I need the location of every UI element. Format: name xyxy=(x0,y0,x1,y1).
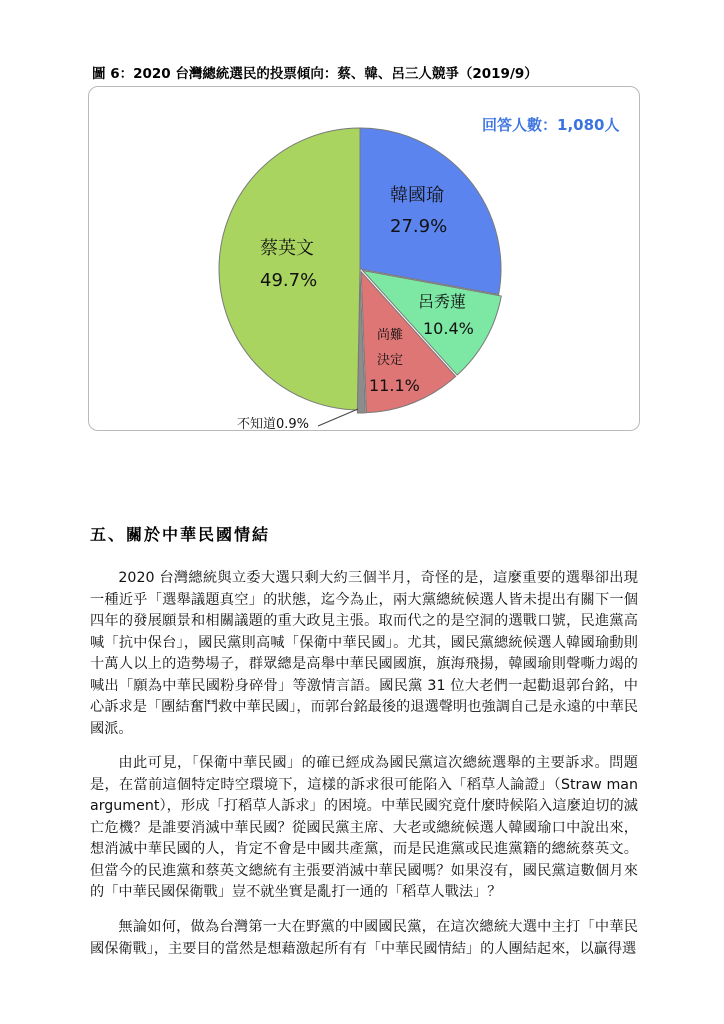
section-heading: 五、關於中華民國情結 xyxy=(90,525,271,544)
pie-chart xyxy=(88,86,640,431)
slice-han xyxy=(360,128,501,295)
body-paragraph-2: 由此可見，「保衛中華民國」的確已經成為國民黨這次總統選舉的主要訴求。問題是，在當前這個特定時空環境下，這樣的訴求很可能陷入「稻草人論證」（Straw man argument），形成「打稻草人訴求」的困境。中華民國究竟什麼時候陷入這麼迫切的滅亡危機？是誰要消滅中華民國？從國民黨主席、大老或總統候選人韓國瑜口中說出來，想消滅中華民國的人，肯定不會是中國共產黨，而是民進黨或民進黨籍的總統蔡英文。但當今的民進黨和蔡英文總統有主張要消滅中華民國嗎？如果沒有，國民黨這數個月來的「中華民國保衛戰」豈不就坐實是亂打一通的「稻草人戰法」？ xyxy=(90,755,638,900)
respondents-count: 回答人數：1,080人 xyxy=(482,116,620,134)
slice-label-han-name: 韓國瑜 xyxy=(390,185,444,206)
slice-tsai xyxy=(219,128,360,410)
slice-label-tsai-pct: 49.7% xyxy=(260,270,318,291)
slice-label-undecided-line2: 決定 xyxy=(377,353,404,368)
figure-caption: 圖 6：2020 台灣總統選民的投票傾向：蔡、韓、呂三人競爭（2019/9） xyxy=(92,66,538,82)
body-paragraph-1: 2020 台灣總統與立委大選只剩大約三個半月，奇怪的是，這麼重要的選舉卻出現一種近乎「選舉議題真空」的狀態，迄今為止，兩大黨總統候選人皆未提出有關下一個四年的發展願景和相關議題的重大政見主張。取而代之的是空洞的選戰口號，民進黨高喊「抗中保台」，國民黨則高喊「保衛中華民國」。尤其，國民黨總統候選人韓國瑜動則十萬人以上的造勢場子，群眾總是高舉中華民國國旗，旗海飛揚，韓國瑜則聲嘶力竭的喊出「願為中華民國粉身碎骨」等激情言語。國民黨 31 位大老們一起勸退郭台銘，中心訴求是「團結奮鬥救中華民國」，而郭台銘最後的退選聲明也強調自己是永遠的中華民國派。 xyxy=(90,570,638,737)
slice-label-lu-name: 呂秀蓮 xyxy=(418,292,467,311)
slice-label-undecided-line1: 尚難 xyxy=(377,328,404,343)
dontknow-leader-line xyxy=(318,409,358,426)
body-paragraph-3: 無論如何，做為台灣第一大在野黨的中國國民黨，在這次總統大選中主打「中華民國保衛戰」，主要目的當然是想藉激起所有有「中華民國情結」的人團結起來，以贏得選 xyxy=(90,919,638,957)
slice-label-undecided-pct: 11.1% xyxy=(369,376,420,395)
slice-label-dontknow: 不知道0.9% xyxy=(237,417,310,432)
slice-label-tsai-name: 蔡英文 xyxy=(260,238,314,259)
slice-label-han-pct: 27.9% xyxy=(390,216,448,237)
slice-label-lu-pct: 10.4% xyxy=(423,319,474,338)
